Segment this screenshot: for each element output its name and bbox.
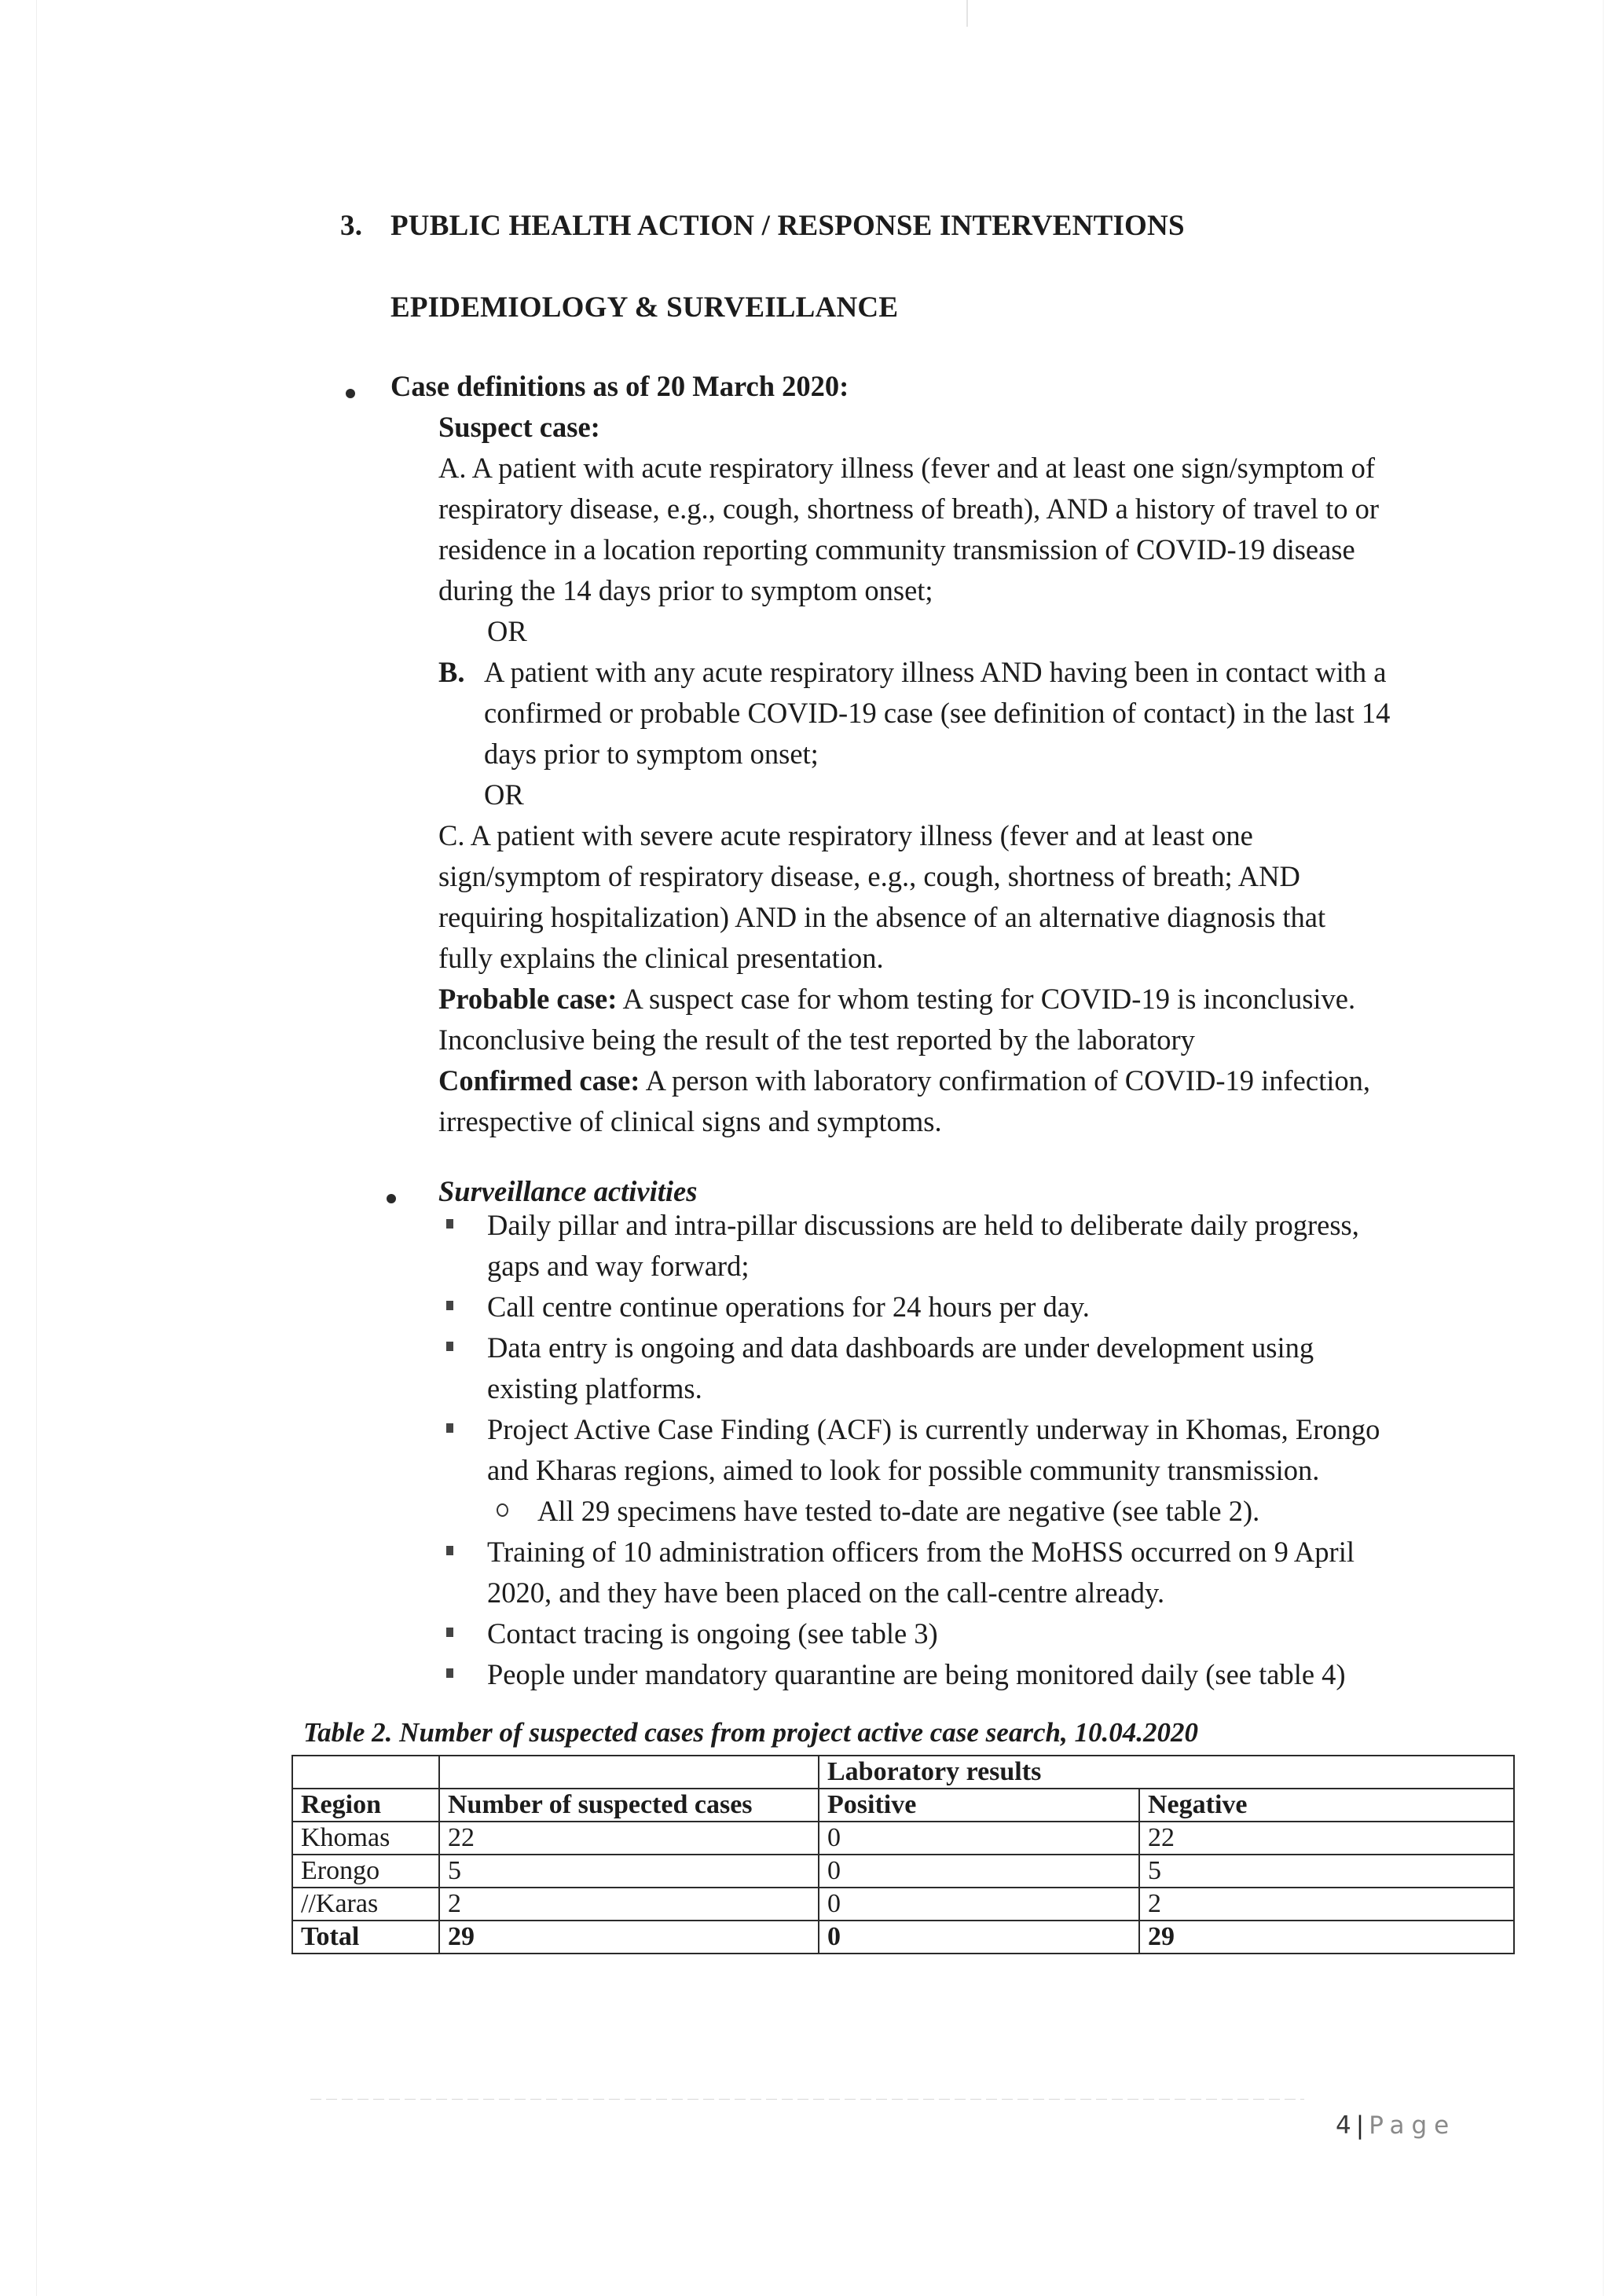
surveillance-item: Call centre continue operations for 24 hours per day. xyxy=(487,1291,1090,1323)
total-suspected-cell: 29 xyxy=(439,1921,819,1954)
case-a-line: A. A patient with acute respiratory illness (fever and at least one sign/symptom of xyxy=(438,452,1376,484)
case-a-line: residence in a location reporting community transmission of COVID-19 disease xyxy=(438,533,1355,566)
case-a-line: during the 14 days prior to symptom onset; xyxy=(438,574,933,606)
surveillance-subitem: All 29 specimens have tested to-date are negative (see table 2). xyxy=(537,1495,1260,1527)
case-a-line: respiratory disease, e.g., cough, shortness of breath), AND a history of travel to or xyxy=(438,493,1380,525)
region-cell: Khomas xyxy=(292,1822,439,1855)
region-cell: //Karas xyxy=(292,1888,439,1921)
surveillance-item: gaps and way forward; xyxy=(487,1250,750,1282)
case-b-label: B. xyxy=(438,656,465,688)
column-header-suspected: Number of suspected cases xyxy=(439,1789,819,1822)
column-header-negative: Negative xyxy=(1139,1789,1514,1822)
suspect-case-label: Suspect case: xyxy=(438,411,600,443)
column-header-region: Region xyxy=(292,1789,439,1822)
page-number-value: 4 xyxy=(1336,2111,1351,2140)
square-bullet-icon xyxy=(446,1628,453,1637)
section-title: PUBLIC HEALTH ACTION / RESPONSE INTERVENTIONS xyxy=(390,210,1185,242)
page-label: Page xyxy=(1369,2111,1457,2140)
probable-case-text: Inconclusive being the result of the test reported by the laboratory xyxy=(438,1023,1195,1056)
negative-cell: 2 xyxy=(1139,1888,1514,1921)
table-caption: Table 2. Number of suspected cases from project active case search, 10.04.2020 xyxy=(303,1717,1198,1748)
surveillance-item: Project Active Case Finding (ACF) is currently underway in Khomas, Erongo xyxy=(487,1413,1380,1445)
surveillance-item: Data entry is ongoing and data dashboards are under development using xyxy=(487,1331,1314,1364)
case-definitions-heading: Case definitions as of 20 March 2020: xyxy=(390,370,849,402)
case-b-line: confirmed or probable COVID-19 case (see definition of contact) in the last 14 xyxy=(484,697,1391,729)
confirmed-case-text: A person with laboratory confirmation of COVID-19 infection, xyxy=(640,1064,1370,1097)
case-c-line: fully explains the clinical presentation. xyxy=(438,942,884,974)
laboratory-results-header: Laboratory results xyxy=(819,1756,1514,1789)
table-total-row xyxy=(292,1921,1514,1954)
or-separator: OR xyxy=(484,778,524,811)
square-bullet-icon xyxy=(446,1219,453,1229)
confirmed-case-label: Confirmed case: xyxy=(438,1064,640,1097)
positive-cell: 0 xyxy=(819,1822,1139,1855)
table-header-row xyxy=(292,1789,1514,1822)
probable-case-text: A suspect case for whom testing for COVID-19 is inconclusive. xyxy=(617,983,1356,1015)
scan-edge xyxy=(36,0,37,2296)
surveillance-item: Contact tracing is ongoing (see table 3) xyxy=(487,1617,938,1650)
suspected-cell: 2 xyxy=(439,1888,819,1921)
surveillance-item: People under mandatory quarantine are being monitored daily (see table 4) xyxy=(487,1658,1346,1690)
case-c-line: requiring hospitalization) AND in the absence of an alternative diagnosis that xyxy=(438,901,1326,933)
table-row xyxy=(292,1888,1514,1921)
total-negative-cell: 29 xyxy=(1139,1921,1514,1954)
case-c-line: C. A patient with severe acute respiratory illness (fever and at least one xyxy=(438,819,1253,851)
table-row xyxy=(292,1822,1514,1855)
square-bullet-icon xyxy=(446,1342,453,1351)
page-number xyxy=(1336,2111,1456,2140)
case-b-line: A patient with any acute respiratory illness AND having been in contact with a xyxy=(484,656,1387,688)
table-cell-empty xyxy=(439,1756,819,1789)
page-number-separator: | xyxy=(1355,2111,1365,2140)
case-c-line: sign/symptom of respiratory disease, e.g., cough, shortness of breath; AND xyxy=(438,860,1300,892)
negative-cell: 5 xyxy=(1139,1855,1514,1888)
table-cell-empty xyxy=(292,1756,439,1789)
positive-cell: 0 xyxy=(819,1888,1139,1921)
surveillance-item: existing platforms. xyxy=(487,1372,702,1404)
scan-artifact xyxy=(966,0,968,27)
bullet-icon xyxy=(387,1194,396,1203)
negative-cell: 22 xyxy=(1139,1822,1514,1855)
confirmed-case xyxy=(438,1060,1370,1101)
surveillance-item: 2020, and they have been placed on the call-centre already. xyxy=(487,1576,1165,1609)
bullet-icon xyxy=(346,389,355,398)
surveillance-item: Daily pillar and intra-pillar discussions are held to deliberate daily progress, xyxy=(487,1209,1359,1241)
case-b-line: days prior to symptom onset; xyxy=(484,738,819,770)
probable-case-label: Probable case: xyxy=(438,983,618,1015)
footer-divider xyxy=(310,2099,1304,2100)
square-bullet-icon xyxy=(446,1668,453,1678)
square-bullet-icon xyxy=(446,1546,453,1555)
column-header-positive: Positive xyxy=(819,1789,1139,1822)
total-label-cell: Total xyxy=(292,1921,439,1954)
square-bullet-icon xyxy=(446,1301,453,1310)
surveillance-item: and Kharas regions, aimed to look for possible community transmission. xyxy=(487,1454,1320,1486)
suspected-cell: 5 xyxy=(439,1855,819,1888)
table-group-header-row xyxy=(292,1756,1514,1789)
section-number: 3. xyxy=(340,210,363,242)
table-row xyxy=(292,1855,1514,1888)
surveillance-heading: Surveillance activities xyxy=(438,1175,698,1207)
square-bullet-icon xyxy=(446,1423,453,1433)
surveillance-item: Training of 10 administration officers from the MoHSS occurred on 9 April xyxy=(487,1536,1355,1568)
suspected-cell: 22 xyxy=(439,1822,819,1855)
confirmed-case-text: irrespective of clinical signs and symptoms. xyxy=(438,1105,942,1137)
or-separator: OR xyxy=(487,615,527,647)
positive-cell: 0 xyxy=(819,1855,1139,1888)
section-subtitle: EPIDEMIOLOGY & SURVEILLANCE xyxy=(390,291,899,324)
region-cell: Erongo xyxy=(292,1855,439,1888)
suspected-cases-table xyxy=(291,1755,1515,1954)
probable-case xyxy=(438,979,1355,1020)
scan-edge xyxy=(1603,0,1604,2296)
hollow-bullet-icon xyxy=(497,1503,508,1517)
total-positive-cell: 0 xyxy=(819,1921,1139,1954)
